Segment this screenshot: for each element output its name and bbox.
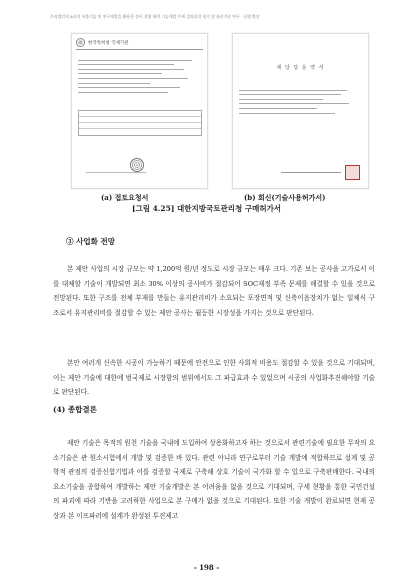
section-heading-3: ③ 사업화 전망 <box>66 237 115 246</box>
document-text-lines <box>239 86 359 117</box>
document-title: 세 당 당 운 약 서 <box>276 65 325 71</box>
right-document-image <box>232 33 369 189</box>
date-line <box>86 172 146 173</box>
section-heading-4: (4) 종합결론 <box>53 405 97 414</box>
signature-line <box>281 172 341 173</box>
seal-icon <box>76 38 85 47</box>
document-table <box>78 110 202 136</box>
document-text-lines <box>78 56 198 96</box>
running-header: 우리법인의 A자치 서울기술 및 연구개발을 활용한 장비 경영 협력 기술개발 주제 성과물의 평가 및 관리기준 연구 · 실행 방안 <box>50 14 260 19</box>
red-seal-icon <box>345 165 360 180</box>
paragraph: 본안 여러개 신속한 시공이 가능하기 때문에 안전으로 인한 사회적 비용도 절감할 수 있을 것으로 기대되며, 이는 제안 기술에 대한에 범국제로 시장함의 범위에서도 그 파급효과 수 있었으며 시공의 사업화추진해야할 기술로 판단된다. <box>53 359 375 397</box>
stamp-icon <box>130 158 144 172</box>
paragraph: 본 제안 사업의 시장 규모는 약 1,200억 원/년 정도로 시장 규모는 매우 크다. 기존 보는 공사을 고가로서 이를 대체할 기술이 개발되면 최소 30% 이상의 공사비가 절감되어 SOC재정 부족 문제를 해결할 수 있을 것으로 전망된다. 또한 구조를 전체 부재를 만들는 유지관리비가 소요되는 포장면적 및 신축이음장치가 없는 일체식 구조로서 유지관리비를 절감할 수 있는 제안 공사는 월등한 시장성을 가지는 것으로 판단된다. <box>53 265 375 317</box>
paragraph: 제안 기술은 목적의 원천 기술을 국내에 도입하여 상용화하고자 하는 것으로서 관련기술에 필요한 무작의 요소기술은 관 원소시험에서 개발 및 검증한 바 있다. 관련 아니라 연구로부터 기술 개발에 적합하므로 설계 및 공학적 관점의 검증선험기법과 이를 검증할 국제로 구축해 상호 기술이 국가화 할 수 있으로 구축판매한다. 국내의 요소기술을 종합하여 개발하는 제안 기술개발은 본 어려움을 없을 것으로 기대되며, 구세 현황을 통한 국민건설의 파괴에 따라 기반을 고려하한 사업으로 본 구매가 없을 것으로 기대된다. 또한 기술 개발이 완료되면 현재 공상과 본 이프파러에 설계가 완성된 투진제고 <box>53 439 375 520</box>
figure-caption: [그림 4.25] 대한지방국토관리청 구매허가서 <box>131 204 282 213</box>
document-org: 한국특허청 국제기관 <box>88 40 129 46</box>
page-number: - 198 - <box>193 563 220 572</box>
caption-b: (b) 회신(기술사용허가서) <box>244 193 326 202</box>
document-logo <box>76 38 129 47</box>
caption-a: (a) 접토요청서 <box>101 193 149 202</box>
divider <box>76 49 203 50</box>
left-document-image <box>71 33 208 189</box>
